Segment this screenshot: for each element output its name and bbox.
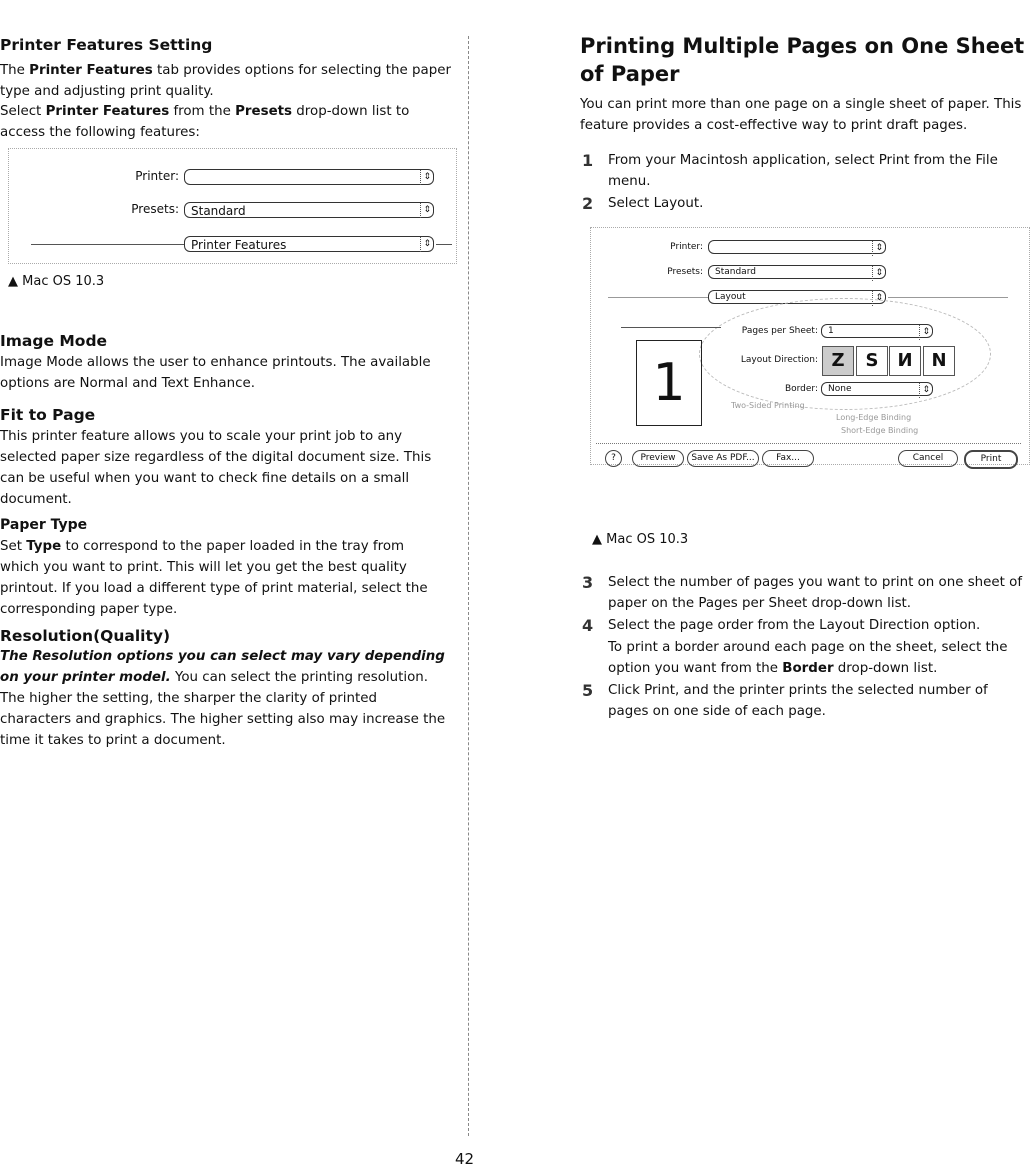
layout-dialog-screenshot: [590, 227, 1030, 465]
text-segment: You can select the printing resolution. The higher the setting, the sharper the clarity of printed characters and graphics. The higher setting also may increase the time it takes to print a document.: [0, 670, 446, 748]
layout-direction-n[interactable]: N: [923, 346, 955, 376]
panel-value: Layout: [715, 292, 746, 302]
stepper-icon: ⇕: [872, 266, 883, 281]
text-segment: menu.: [608, 174, 651, 189]
presets-value: Standard: [715, 267, 756, 277]
paper-type-text: [0, 536, 440, 620]
text-segment: To print a border around each page on the sheet, select the option you want from the: [608, 640, 1008, 676]
layout-direction-s[interactable]: S: [856, 346, 888, 376]
stepper-icon: ⇕: [919, 383, 930, 398]
presets-label: Presets:: [131, 202, 179, 216]
text-segment: The: [0, 63, 30, 78]
layout-direction-reverse-n[interactable]: И: [889, 346, 921, 376]
border-note: [608, 637, 1018, 679]
layout-direction-z[interactable]: Z: [822, 346, 854, 376]
text-segment: Select: [0, 104, 46, 119]
step-text: [608, 196, 703, 211]
step-text: [608, 153, 998, 189]
step-2: [582, 193, 1008, 214]
presets-value: Standard: [191, 204, 246, 218]
caption-mac-os: ▲ Mac OS 10.3: [592, 532, 689, 547]
step-5: [582, 680, 1030, 722]
printer-label: Printer:: [135, 169, 179, 183]
text-segment: drop-down list.: [833, 661, 938, 676]
border-select[interactable]: [821, 382, 933, 396]
panel-select[interactable]: [184, 236, 434, 252]
heading-printer-features-setting: Printer Features Setting: [0, 36, 213, 54]
help-button[interactable]: ?: [605, 450, 622, 467]
heading-paper-type: Paper Type: [0, 517, 88, 533]
text-segment: option.: [929, 618, 981, 633]
preview-button[interactable]: Preview: [632, 450, 684, 467]
panel-value: Printer Features: [191, 238, 287, 252]
save-as-pdf-button[interactable]: Save As PDF...: [687, 450, 759, 467]
cancel-button[interactable]: Cancel: [898, 450, 958, 467]
text-segment: drop-down list.: [807, 596, 912, 611]
step-text: [608, 618, 980, 633]
faded-short-edge: Short-Edge Binding: [841, 426, 919, 435]
pages-per-sheet-select[interactable]: [821, 324, 933, 338]
stepper-icon: ⇕: [872, 241, 883, 256]
text-segment: tab provides options for selecting the paper type and adjusting print quality.: [0, 63, 451, 99]
divider: [608, 297, 708, 298]
step-number: 5: [582, 681, 594, 700]
bold-term: Print: [644, 683, 675, 698]
divider: [436, 244, 452, 245]
text-segment: , and the printer prints the selected number of pages on one side of each page.: [608, 683, 988, 719]
faded-long-edge: Long-Edge Binding: [836, 413, 912, 422]
multiple-pages-intro: You can print more than one page on a single sheet of paper. This feature provides a cost-effective way to print draft pages.: [580, 97, 1022, 133]
emphasis-note: The Resolution options you can select may vary depending on your printer model.: [0, 649, 445, 685]
page-preview: 1: [636, 340, 702, 426]
presets-select[interactable]: [184, 202, 434, 218]
bold-term: Pages per Sheet: [698, 596, 808, 611]
text-segment: Select the number of pages you want to print on one sheet of paper on the: [608, 575, 1023, 611]
step-3: [582, 572, 1030, 614]
step-number: 1: [582, 151, 594, 170]
border-label: Border:: [784, 384, 818, 394]
stepper-icon: ⇕: [919, 325, 930, 340]
printer-select[interactable]: [184, 169, 434, 185]
fit-to-page-text: This printer feature allows you to scale your print job to any selected paper size regardless of the digital document size. This can be useful when you want to check fine details on a small document.: [0, 429, 432, 507]
faded-two-sided: Two-Sided Printing: [731, 401, 805, 410]
bold-term: Printer Features: [29, 63, 153, 78]
text-segment: From your Macintosh application, select: [608, 153, 879, 168]
printer-label: Printer:: [670, 242, 703, 252]
text-segment: drop-down list to access the following features:: [0, 104, 410, 140]
border-value: None: [828, 384, 852, 394]
heading-multiple-pages: Printing Multiple Pages on One Sheet of Paper: [580, 34, 1025, 86]
bold-term: Printer Features: [45, 104, 170, 119]
bold-term: Print: [878, 153, 910, 168]
pages-per-sheet-label: Pages per Sheet:: [741, 326, 818, 336]
divider: [888, 297, 1008, 298]
stepper-icon: ⇕: [872, 291, 883, 306]
bold-term: Border: [782, 661, 834, 676]
image-mode-text: Image Mode allows the user to enhance printouts. The available options are Normal and Text Enhance.: [0, 355, 431, 391]
column-divider: [468, 36, 469, 1136]
page-number: 42: [455, 1150, 475, 1168]
heading-image-mode: Image Mode: [0, 332, 108, 350]
bold-term: File: [975, 153, 998, 168]
stepper-icon: ⇕: [420, 203, 431, 218]
text-segment: Select the page order from the: [608, 618, 820, 633]
divider: [31, 244, 184, 245]
heading-resolution: Resolution(Quality): [0, 627, 171, 645]
bold-term: Type: [26, 539, 62, 554]
divider: [621, 327, 721, 328]
step-1: [582, 150, 1008, 192]
heading-fit-to-page: Fit to Page: [0, 406, 96, 424]
text-segment: from the: [909, 153, 976, 168]
step-number: 3: [582, 573, 594, 592]
step-text: [608, 683, 988, 719]
printer-select[interactable]: [708, 240, 886, 254]
text-segment: Select: [608, 196, 654, 211]
text-segment: Set: [0, 539, 27, 554]
text-segment: .: [699, 196, 704, 211]
resolution-text: [0, 646, 452, 751]
stepper-icon: ⇕: [420, 170, 431, 185]
stepper-icon: ⇕: [420, 237, 431, 252]
divider: [596, 443, 1021, 444]
text-segment: to correspond to the paper loaded in the tray from which you want to print. This will let you get the best quality printout. If you load a different type of print material, select the corresponding paper type.: [0, 539, 428, 617]
printer-features-instructions: [0, 101, 455, 143]
print-dialog-screenshot: [8, 148, 457, 264]
caption-mac-os: ▲ Mac OS 10.3: [8, 274, 105, 289]
step-number: 4: [582, 616, 594, 635]
pages-value: 1: [828, 326, 834, 336]
bold-term: Layout: [653, 196, 700, 211]
step-4: [582, 615, 1030, 636]
step-text: [608, 575, 1022, 611]
printer-features-intro: [0, 60, 455, 102]
bold-term: Layout Direction: [819, 618, 930, 633]
fax-button[interactable]: Fax...: [762, 450, 814, 467]
bold-term: Presets: [235, 104, 293, 119]
print-button[interactable]: Print: [964, 450, 1018, 469]
text-segment: from the: [169, 104, 236, 119]
layout-direction-label: Layout Direction:: [740, 355, 818, 365]
text-segment: Click: [608, 683, 645, 698]
step-number: 2: [582, 194, 594, 213]
presets-label: Presets:: [667, 267, 703, 277]
presets-select[interactable]: [708, 265, 886, 279]
